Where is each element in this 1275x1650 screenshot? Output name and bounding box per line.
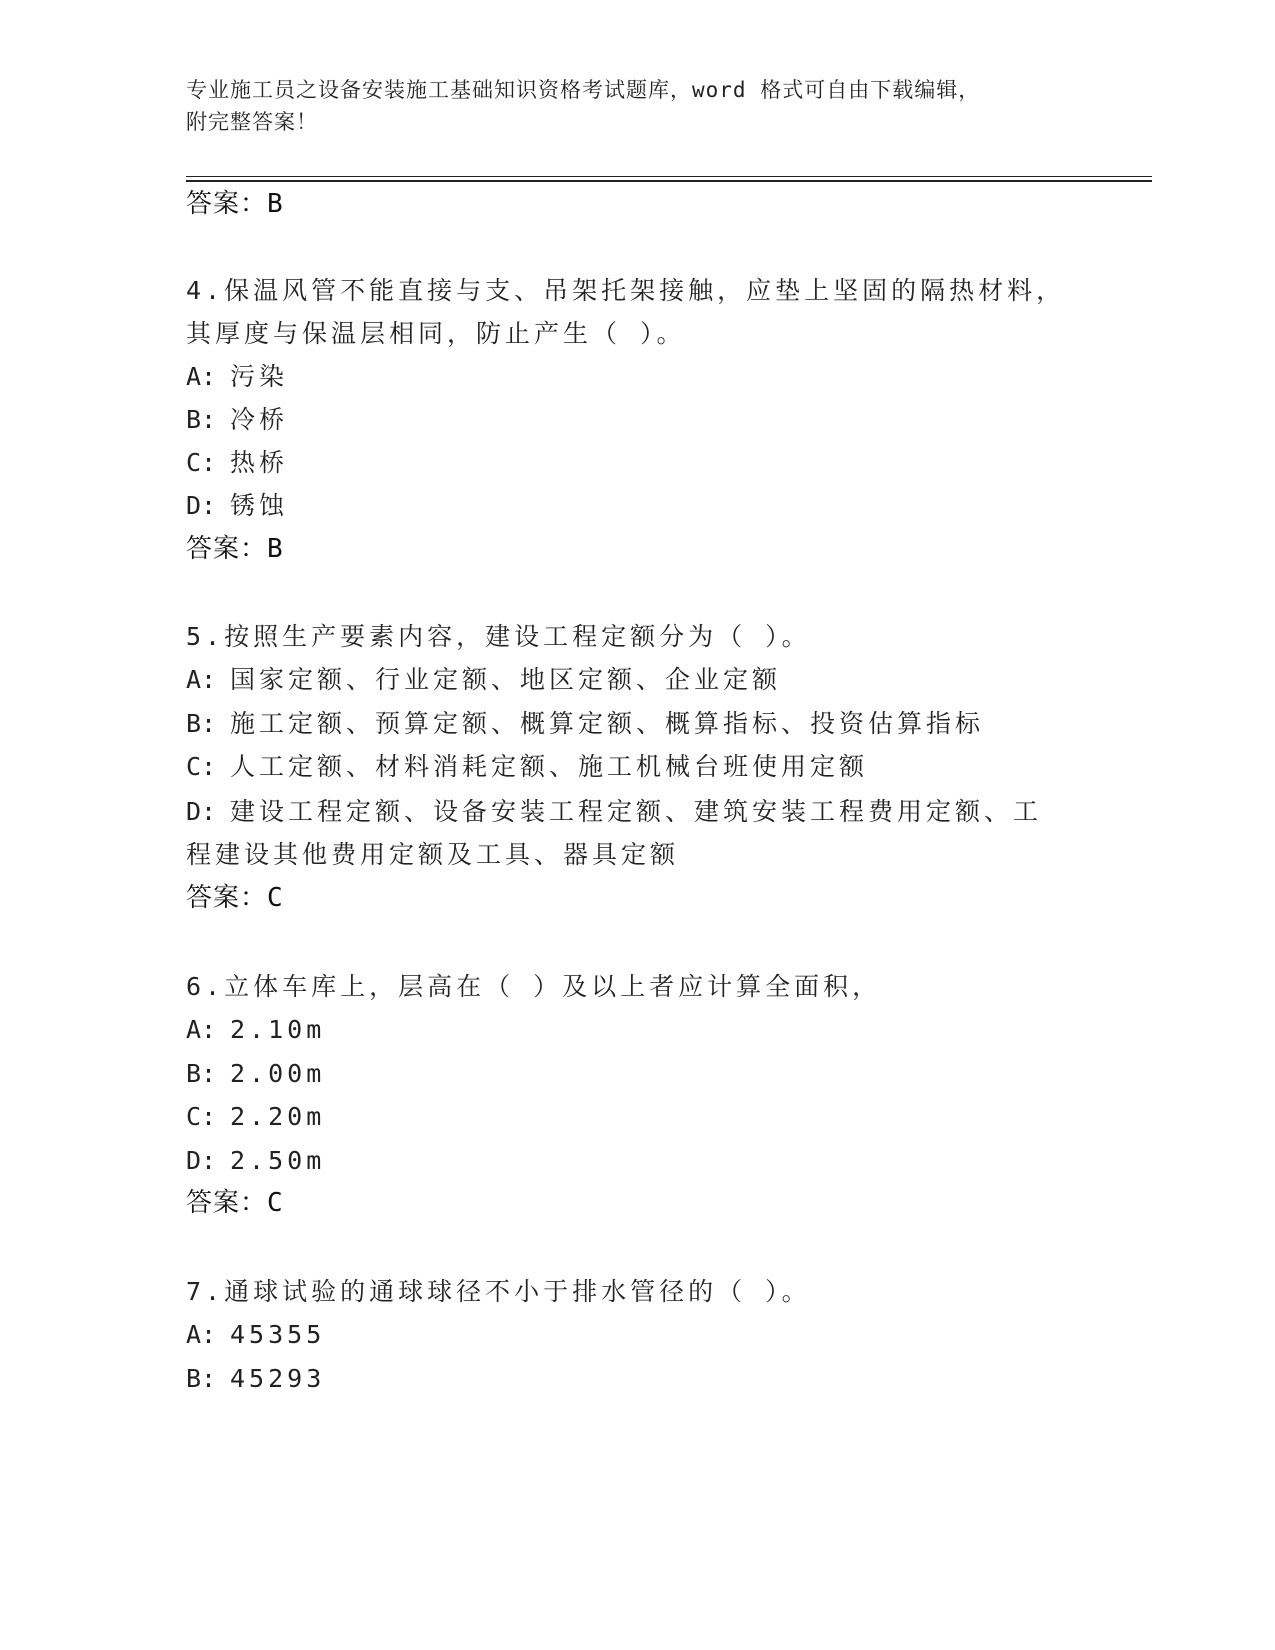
option-text: 2.50m bbox=[230, 1146, 326, 1175]
option-text: 建设工程定额、设备安装工程定额、建筑安装工程费用定额、工程建设其他费用定额及工具、器具定额 bbox=[186, 797, 1043, 869]
question-7-stem: 7.通球试验的通球球径不小于排水管径的（ ）。 bbox=[186, 1277, 811, 1306]
option-text: 2.10m bbox=[230, 1015, 326, 1044]
header-rule-thin bbox=[186, 176, 1152, 177]
option-key: B: bbox=[186, 1364, 217, 1393]
header-line-2: 附完整答案！ bbox=[186, 110, 318, 134]
option-text: 施工定额、预算定额、概算定额、概算指标、投资估算指标 bbox=[230, 709, 985, 738]
option-key: D: bbox=[186, 491, 217, 520]
option-key: B: bbox=[186, 405, 217, 434]
question-5-option-b bbox=[186, 704, 984, 744]
question-5-option-a bbox=[186, 660, 781, 700]
question-7-option-a bbox=[186, 1315, 325, 1355]
option-text: 热桥 bbox=[230, 448, 289, 477]
option-key: C: bbox=[186, 752, 217, 781]
option-text: 45355 bbox=[230, 1320, 326, 1349]
question-5-option-c bbox=[186, 747, 868, 787]
question-6-option-b bbox=[186, 1054, 325, 1094]
option-key: A: bbox=[186, 362, 217, 391]
header-rule-thick bbox=[186, 180, 1152, 182]
question-4-option-c bbox=[186, 443, 288, 483]
answer-previous: 答案：B bbox=[186, 189, 284, 219]
option-key: C: bbox=[186, 448, 217, 477]
option-key: A: bbox=[186, 1015, 217, 1044]
option-key: C: bbox=[186, 1102, 217, 1131]
question-4-answer: 答案：B bbox=[186, 534, 284, 564]
question-5-stem: 5.按照生产要素内容，建设工程定额分为（ ）。 bbox=[186, 622, 811, 651]
question-6-option-c bbox=[186, 1097, 325, 1137]
option-text: 45293 bbox=[230, 1364, 326, 1393]
option-key: D: bbox=[186, 1146, 217, 1175]
question-7-option-b bbox=[186, 1359, 325, 1399]
option-text: 锈蚀 bbox=[230, 491, 289, 520]
option-text: 国家定额、行业定额、地区定额、企业定额 bbox=[230, 665, 782, 694]
question-4-option-b bbox=[186, 400, 288, 440]
option-text: 冷桥 bbox=[230, 405, 289, 434]
option-key: B: bbox=[186, 709, 217, 738]
question-6-option-a bbox=[186, 1010, 325, 1050]
option-text: 2.20m bbox=[230, 1102, 326, 1131]
question-5-answer: 答案：C bbox=[186, 883, 284, 913]
option-key: B: bbox=[186, 1059, 217, 1088]
question-4-option-d bbox=[186, 486, 288, 526]
question-4-stem: 4.保温风管不能直接与支、吊架托架接触，应垫上坚固的隔热材料，其厚度与保温层相同，防止产生（ ）。 bbox=[186, 276, 1066, 348]
question-6-option-d bbox=[186, 1141, 325, 1181]
option-text: 污染 bbox=[230, 362, 289, 391]
option-text: 2.00m bbox=[230, 1059, 326, 1088]
header-line-1: 专业施工员之设备安装施工基础知识资格考试题库，word 格式可自由下载编辑， bbox=[186, 78, 981, 102]
option-text: 人工定额、材料消耗定额、施工机械台班使用定额 bbox=[230, 752, 869, 781]
question-4-option-a bbox=[186, 357, 288, 397]
question-6-stem: 6.立体车库上，层高在（ ）及以上者应计算全面积， bbox=[186, 972, 882, 1001]
option-key: D: bbox=[186, 797, 217, 826]
document-header bbox=[186, 74, 1086, 138]
option-key: A: bbox=[186, 665, 217, 694]
question-5-option-d bbox=[186, 790, 1066, 876]
question-6-answer: 答案：C bbox=[186, 1188, 284, 1218]
option-key: A: bbox=[186, 1320, 217, 1349]
